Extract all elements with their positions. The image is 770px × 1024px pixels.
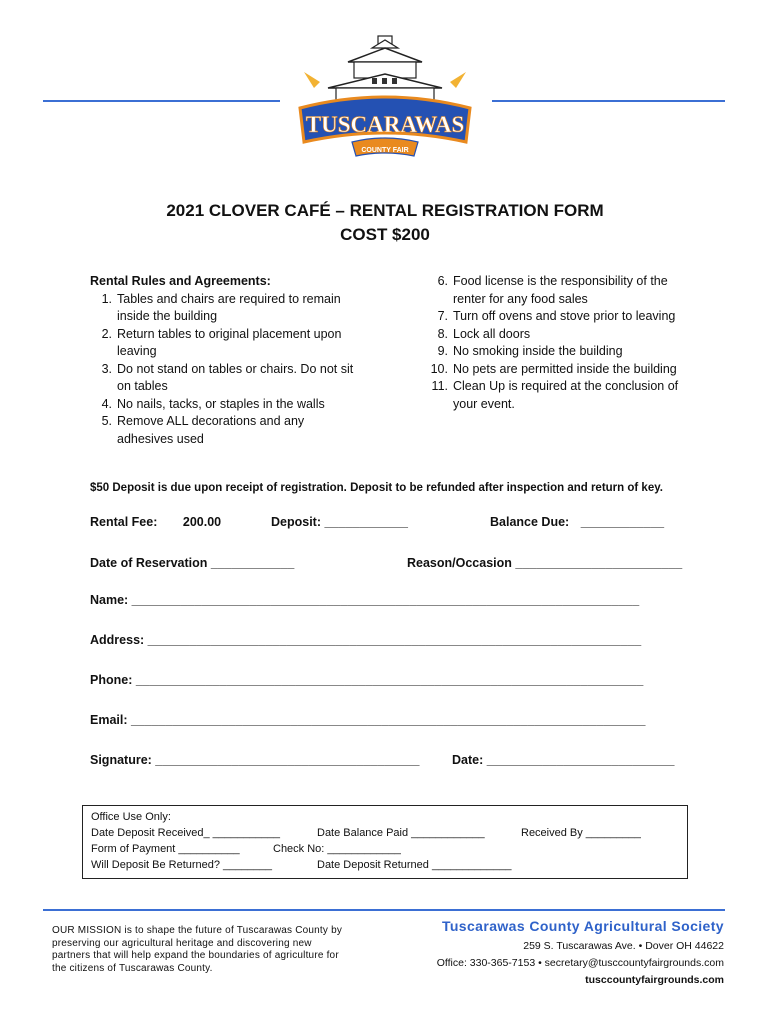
rule-number: 5. (101, 414, 112, 428)
rule-number: 1. (101, 291, 112, 306)
phone-field[interactable]: Phone: _________________________________________________________________________ (90, 673, 644, 687)
rules-right-column (418, 273, 688, 413)
rule-text: No pets are permitted inside the building (453, 361, 677, 376)
rule-item (418, 326, 688, 344)
rule-item (418, 343, 688, 361)
email-field[interactable]: Email: __________________________________________________________________________ (90, 713, 646, 727)
rule-item (418, 361, 688, 379)
balance-due-label: Balance Due: (490, 515, 570, 529)
date-balance-paid-field[interactable]: Date Balance Paid ____________ (317, 827, 485, 839)
rule-item (418, 308, 688, 326)
society-address: 259 S. Tuscarawas Ave. • Dover OH 44622 (523, 940, 724, 952)
footer-rule (43, 909, 725, 911)
rule-item (90, 291, 360, 326)
rule-text: Return tables to original placement upon leaving (117, 326, 342, 358)
rules-heading: Rental Rules and Agreements: (90, 274, 271, 288)
society-contact (437, 918, 724, 989)
deposit-field[interactable]: Deposit: ____________ (271, 515, 408, 529)
rental-fee-value: 200.00 (182, 515, 222, 529)
header-rule-right (492, 100, 725, 102)
rule-text: Do not stand on tables or chairs. Do not sit on tables (117, 361, 354, 393)
rule-text: Turn off ovens and stove prior to leaving (453, 309, 676, 323)
balance-due-field[interactable] (490, 515, 664, 529)
form-title: 2021 CLOVER CAFÉ – RENTAL REGISTRATION FORM (166, 201, 604, 220)
rule-text: No nails, tacks, or staples in the walls (117, 396, 325, 411)
fair-logo (292, 30, 478, 170)
deposit-note: $50 Deposit is due upon receipt of registration. Deposit to be refunded after inspection and return of key. (90, 482, 663, 494)
rule-number: 4. (101, 396, 112, 411)
office-use-box (82, 805, 688, 879)
check-no-field[interactable]: Check No: ____________ (273, 843, 401, 855)
rule-text: Lock all doors (453, 326, 531, 341)
rental-fee-label: Rental Fee: (90, 515, 158, 529)
address-field[interactable]: Address: _______________________________________________________________________ (90, 633, 642, 647)
date-deposit-returned-field[interactable]: Date Deposit Returned _____________ (317, 859, 512, 871)
mission-statement: OUR MISSION is to shape the future of Tuscarawas County by preserving our agricultural heritage and discovering new partners that will help expand the boundaries of agriculture for the citizens of Tuscarawas County. (52, 925, 343, 974)
rule-item (418, 273, 688, 308)
rental-fee-field (90, 515, 221, 529)
rule-number: 9. (437, 344, 448, 358)
rule-text: Food license is the responsibility of the renter for any food sales (453, 274, 668, 306)
logo-text: TUSCARAWAS (305, 112, 465, 137)
rule-item (90, 361, 360, 396)
rule-number: 7. (437, 309, 448, 323)
rule-number: 3. (101, 361, 112, 376)
rule-item (90, 396, 360, 414)
form-of-payment-field[interactable]: Form of Payment __________ (91, 843, 240, 855)
rule-number: 8. (437, 326, 448, 341)
office-heading: Office Use Only: (91, 811, 171, 823)
rules-left-column (90, 273, 360, 448)
balance-due-blank[interactable]: ____________ (580, 515, 665, 529)
name-field[interactable]: Name: _________________________________________________________________________ (90, 593, 640, 607)
rule-item (418, 378, 688, 413)
rule-number: 11. (431, 379, 448, 393)
date-of-reservation-field[interactable]: Date of Reservation ____________ (90, 556, 295, 570)
rule-number: 2. (101, 326, 112, 341)
rule-text: Tables and chairs are required to remain inside the building (117, 291, 341, 323)
rule-number: 6. (437, 274, 448, 288)
date-field[interactable]: Date: ___________________________ (452, 753, 675, 767)
signature-field[interactable]: Signature: ______________________________________ (90, 753, 420, 767)
header-rule-left (43, 100, 280, 102)
form-cost: COST $200 (340, 225, 430, 244)
reason-occasion-field[interactable]: Reason/Occasion ________________________ (407, 556, 683, 570)
rule-number: 10. (430, 361, 448, 376)
rule-text: No smoking inside the building (453, 344, 623, 358)
society-website[interactable]: tusccountyfairgrounds.com (585, 974, 724, 986)
date-deposit-received-field[interactable]: Date Deposit Received_ ___________ (91, 827, 280, 839)
will-deposit-be-returned-field[interactable]: Will Deposit Be Returned? ________ (91, 859, 273, 871)
rule-text: Clean Up is required at the conclusion of your event. (453, 379, 679, 411)
rule-text: Remove ALL decorations and any adhesives used (117, 414, 305, 446)
society-name: Tuscarawas County Agricultural Society (441, 918, 724, 934)
logo-banner-text: COUNTY FAIR (361, 147, 409, 154)
rule-item (90, 326, 360, 361)
society-office-contact: Office: 330-365-7153 • secretary@tusccountyfairgrounds.com (436, 957, 724, 969)
received-by-field[interactable]: Received By _________ (521, 827, 641, 839)
rule-item (90, 413, 360, 448)
